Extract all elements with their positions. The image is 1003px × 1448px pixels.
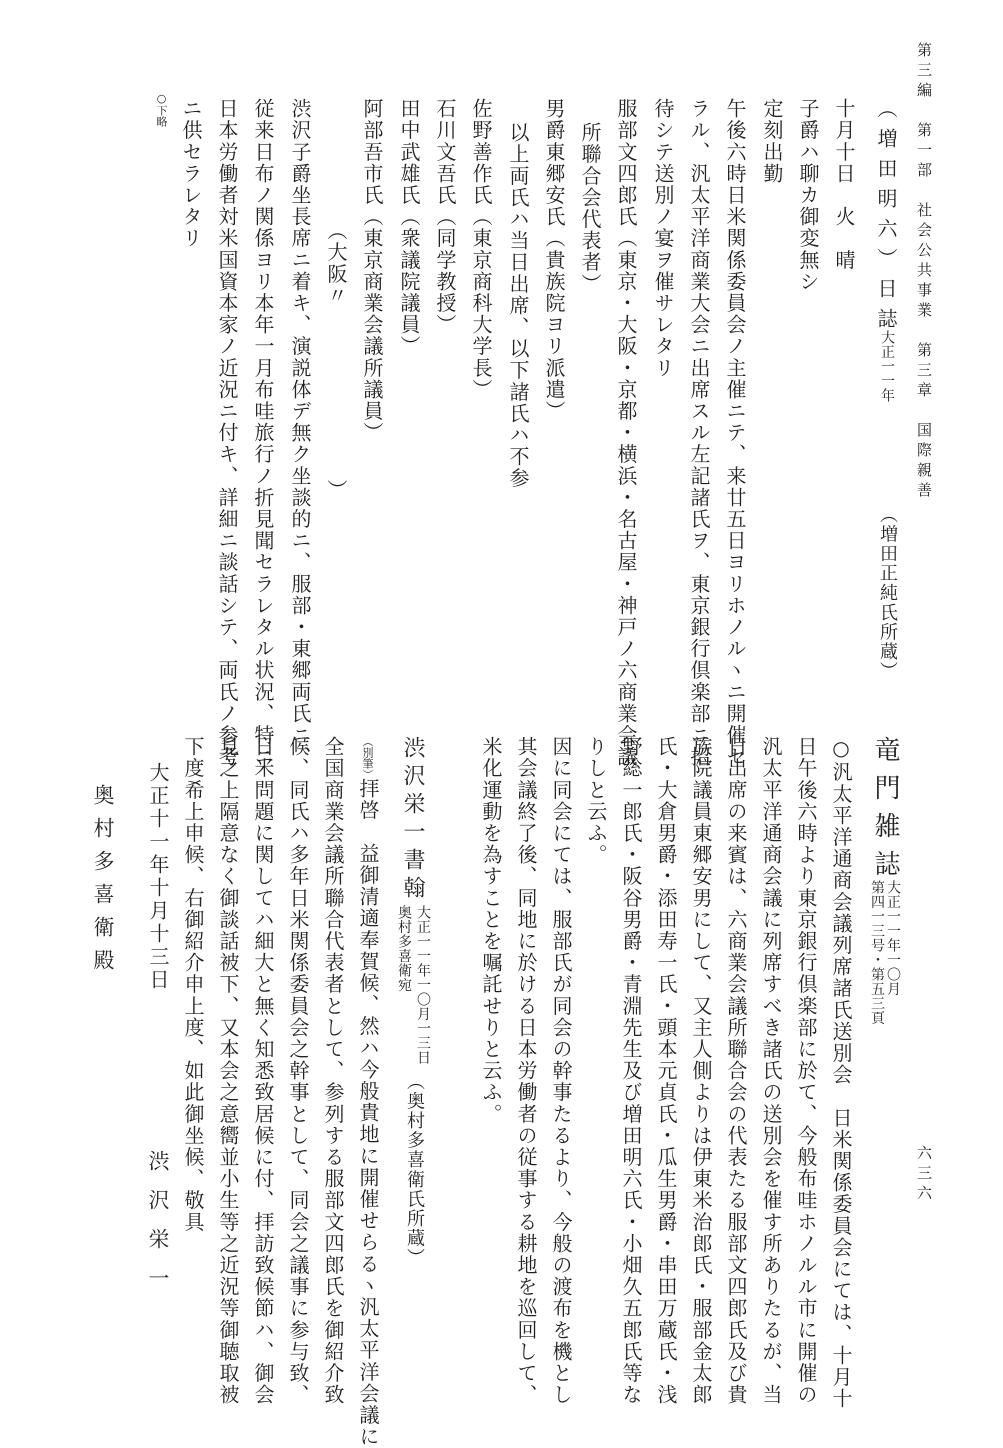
ryumon-line: 米化運動を為すことを嘱託せりと云ふ。 [479, 736, 503, 1125]
diary-line: ○下略 [155, 92, 168, 127]
ryumon-line: 野総一郎氏・阪谷男爵・青淵先生及び増田明六氏・小畑久五郎氏等な [619, 736, 643, 1406]
diary-line: 定刻出勤 [760, 98, 784, 185]
letter-note: （別筆） [361, 736, 374, 780]
letter-addressee: 奥村多喜衛宛 [396, 905, 412, 992]
letter-title: 渋沢栄一書翰 [400, 736, 425, 904]
ryumon-line: りしと云ふ。 [584, 736, 608, 866]
letter-line: 日米問題に関してハ細大と無く知悉致居候に付、拝訪致候節ハ、御会 [251, 736, 275, 1406]
diary-line: 男爵東郷安氏（貴族院ヨリ派遣） [542, 98, 566, 422]
ryumon-date: 大正一一年一〇月 [885, 880, 901, 996]
diary-line: （大阪〃 ） [324, 220, 348, 501]
diary-line: 服部文四郎氏（東京・大阪・京都・横浜・名古屋・神戸ノ六商業会議 [614, 98, 638, 768]
ryumon-line: 日午後六時より東京銀行倶楽部に於て、今般布哇ホノルル市に開催の [794, 736, 818, 1406]
diary-line: 十月十日 火 晴 [832, 98, 856, 271]
page-number: 六三六 [915, 1145, 933, 1205]
ryumon-title: 竜門雑誌 [870, 736, 900, 888]
letter-line: 拝啓 益御清適奉賀候、然ハ今般貴地に開催せらるヽ汎太平洋会議に [356, 778, 380, 1448]
letter-source: （奥村多喜衛氏所蔵） [404, 1072, 425, 1268]
diary-line: 待シテ送別ノ宴ヲ催サレタリ [651, 98, 675, 379]
ryumon-line: 族院議員東郷安男にして、又主人側よりは伊東米治郎氏・服部金太郎 [689, 736, 713, 1406]
letter-line: 候、同氏ハ多年日米関係委員会之幹事として、同会之議事に参与致、 [286, 736, 310, 1406]
letter-date: 大正一一年一〇月一三日 [415, 905, 431, 1065]
ryumon-line: 因に同会にては、服部氏が同会の幹事たるより、今般の渡布を機とし [549, 736, 573, 1406]
diary-line: 所聯合会代表者） [578, 122, 602, 295]
diary-line: 佐野善作氏（東京商科大学長） [469, 98, 493, 401]
letter-recipient: 奥村多喜衛殿 [91, 784, 115, 982]
ryumon-line: ○汎太平洋通商会議列席諸氏送別会 日米関係委員会にては、十月十 [829, 736, 853, 1410]
ryumon-issue: 第四一三号・第五三頁 [869, 880, 885, 1025]
letter-line: 全国商業会議所聯合代表者として、参列する服部文四郎氏を御紹介致 [321, 736, 345, 1406]
diary-line: 従来日布ノ関係ヨリ本年一月布哇旅行ノ折見聞セラレタル状況、特ニ [251, 98, 275, 768]
ryumon-line: 日出席の来賓は、六商業会議所聯合会の代表たる服部文四郎氏及び貴 [724, 736, 748, 1406]
diary-line: ニ供セラレタリ [179, 98, 203, 250]
diary-line: 以上両氏ハ当日出席、以下諸氏ハ不参 [506, 122, 530, 490]
diary-line: 子爵ハ聊カ御変無シ [796, 98, 820, 293]
letter-line: 下度希上申候、右御紹介申上度、如此御坐候、敬具 [181, 736, 205, 1233]
diary-line: 日本労働者対米国資本家ノ近況ニ付キ、詳細ニ談話シテ、両氏ノ参考 [215, 98, 239, 768]
diary-title: （増田明六）日誌 [874, 98, 898, 338]
letter-line: 見之上隔意なく御談話被下、又本会之意嚮並小生等之近況等御聴取被 [216, 736, 240, 1406]
letter-closing-date: 大正十一年十月十三日 [146, 762, 170, 992]
ryumon-line: 其会議終了後、同地に於ける日本労働者の従事する耕地を巡回して、 [514, 736, 538, 1406]
diary-year: 大正一一年 [879, 330, 895, 403]
diary-line: 渋沢子爵坐長席ニ着キ、演説体デ無ク坐談的ニ、服部・東郷両氏ニ、 [288, 98, 312, 768]
ryumon-line: 汎太平洋通商会議に列席すべき諸氏の送別会を催す所ありたるが、当 [759, 736, 783, 1406]
diary-source: （増田正純氏所蔵） [877, 505, 898, 682]
ryumon-line: 氏・大倉男爵・添田寿一氏・頭本元貞氏・瓜生男爵・串田万蔵氏・浅 [654, 736, 678, 1406]
running-head: 第三編 第一部 社会公共事業 第三章 国際親善 [915, 42, 933, 502]
diary-line: ラル、汎太平洋商業大会ニ出席スル左記諸氏ヲ、東京銀行倶楽部ニ招 [687, 98, 711, 768]
diary-line: 石川文吾氏（同学教授） [433, 98, 457, 336]
letter-signature: 渋沢栄一 [146, 1150, 170, 1306]
diary-line: 阿部吾市氏（東京商業会議所議員） [360, 98, 384, 444]
diary-line: 午後六時日米関係委員会ノ主催ニテ、来廿五日ヨリホノルヽニ開催セ [723, 98, 747, 768]
diary-line: 田中武雄氏（衆議院議員） [397, 98, 421, 358]
